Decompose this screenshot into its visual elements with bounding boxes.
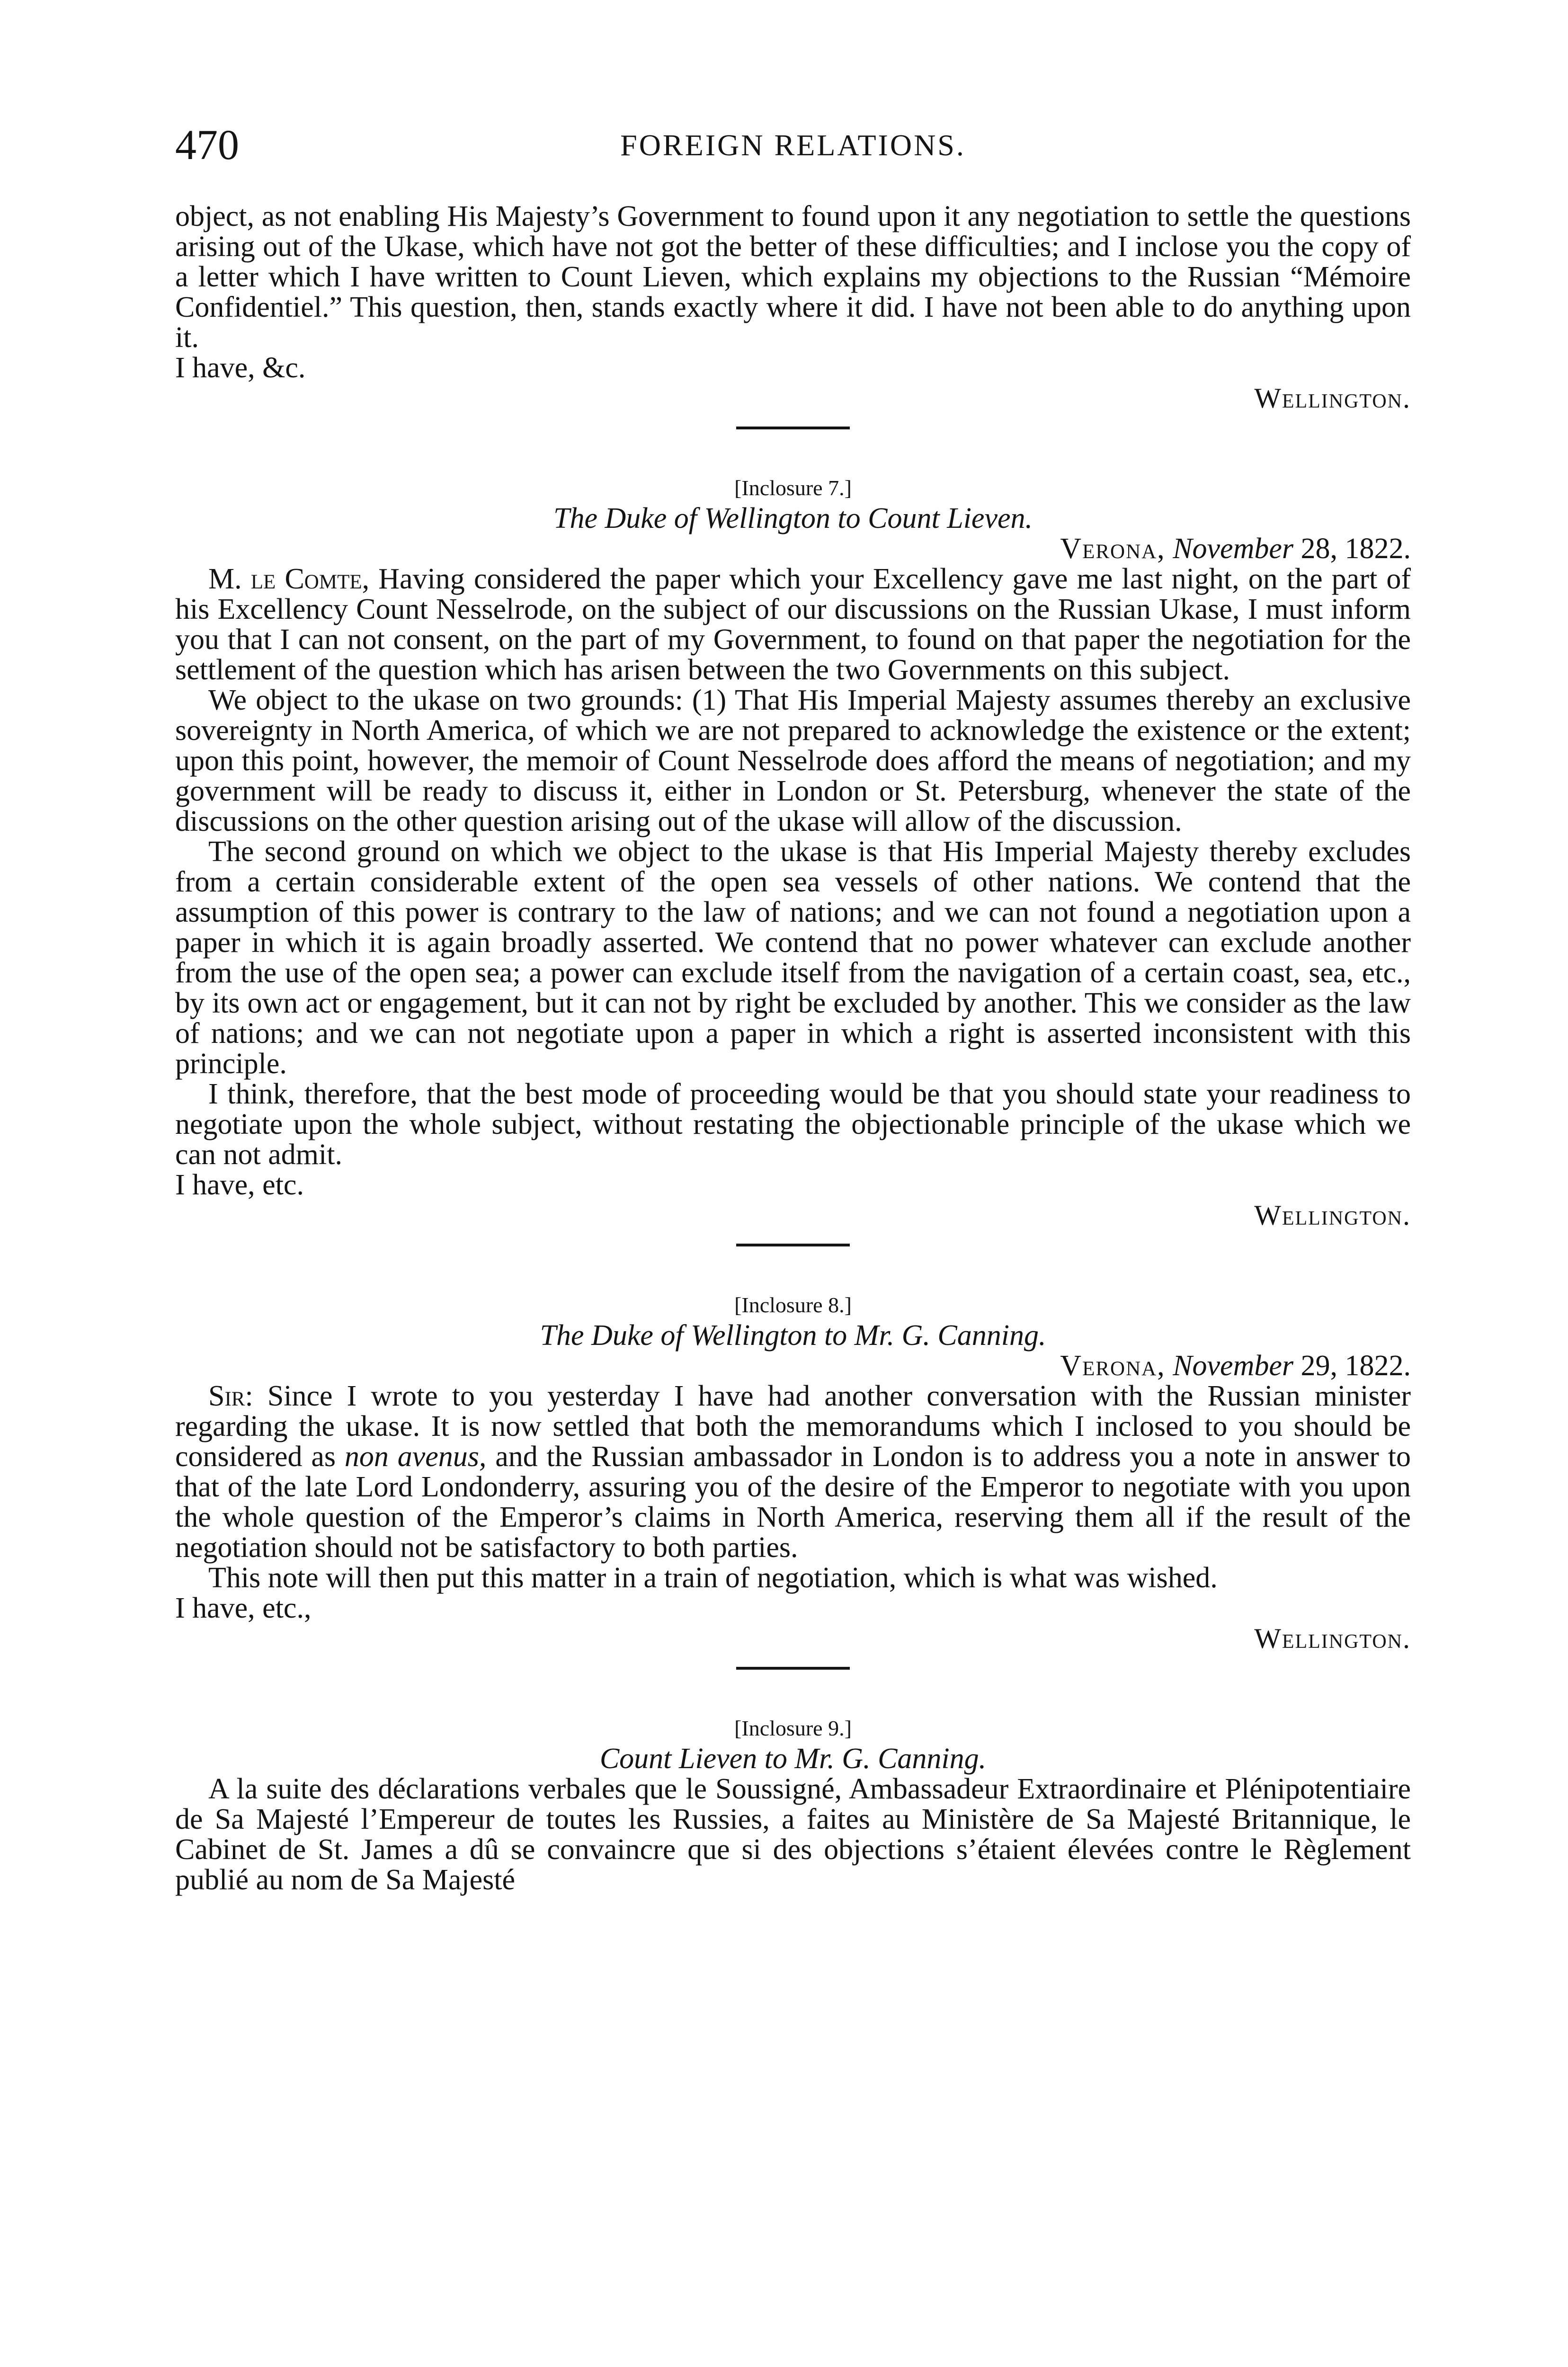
body-paragraph: This note will then put this matter in a train of negotiation, which is what was wished.: [208, 1562, 1218, 1594]
page-number: 470: [175, 122, 239, 169]
separator-rule: [736, 1667, 850, 1670]
body-paragraph: A la suite des déclarations verbales que le Soussigné, Ambassadeur Extraordinaire et Plénipotentiaire de Sa Majesté l’Empereur de toutes les Russies, a faites au Ministère de Sa Majesté Britannique, le Cabinet de St. James a dû se convaincre que si des objections s’étaient élevées contre le Règlement publié au nom de Sa Majesté: [175, 1773, 1411, 1896]
closing-line: I have, etc.: [175, 1169, 304, 1201]
inclosure-9: [175, 1713, 1411, 1895]
dateline: [175, 1351, 1411, 1381]
running-title: FOREIGN RELATIONS.: [620, 128, 966, 162]
paragraph-text: Having considered the paper which your Excellency gave me last night, on the part of his Excellency Count Nesselrode, on the subject of our discussions on the Russian Ukase, I must inform you that I can not consent, on the part of my Government, to found on that paper the negotiation for the settlement of the question which has arisen between the two Governments on this subject.: [175, 563, 1411, 686]
date-month: November: [1173, 1350, 1293, 1382]
inclosure-label: [Inclosure 9.]: [734, 1716, 852, 1740]
body-paragraph: We object to the ukase on two grounds: (1) That His Imperial Majesty assumes thereby an exclusive sovereignty in North America, of which we are not prepared to acknowledge the existence or the extent; upon this point, however, the memoir of Count Nesselrode does afford the means of negotiation; and my government will be ready to discuss it, either in London or St. Petersburg, whenever the state of the discussions on the other question arising out of the ukase will allow of the discussion.: [175, 684, 1411, 837]
signature: Wellington.: [1254, 1623, 1411, 1654]
letter-continuation: [175, 201, 1411, 413]
inclosure-8: [175, 1290, 1411, 1654]
dateline: [175, 534, 1411, 564]
paragraph-text: Since I wrote to you yesterday I have had another conversation with the Russian minister regarding the ukase. It is now settled that both the memorandums which I inclosed to you should be considered as: [175, 1380, 1411, 1473]
letter-heading: The Duke of Wellington to Count Lieven.: [553, 502, 1033, 534]
closing-line: I have, &c.: [175, 352, 306, 384]
body-paragraph: The second ground on which we object to the ukase is that His Imperial Majesty thereby excludes from a certain considerable extent of the open sea vessels of other nations. We contend that the assumption of this power is contrary to the law of nations; and we can not found a negotiation upon a paper in which it is again broadly asserted. We contend that no power whatever can exclude another from the use of the open sea; a power can exclude itself from the navigation of a certain coast, sea, etc., by its own act or engagement, but it can not by right be excluded by another. This we consider as the law of nations; and we can not negotiate upon a paper in which a right is asserted inconsistent with this principle.: [175, 836, 1411, 1080]
date-place: Verona,: [1060, 1350, 1166, 1382]
inclosure-label: [Inclosure 8.]: [734, 1293, 852, 1317]
separator-rule: [736, 427, 850, 429]
body-paragraph: [175, 564, 1411, 685]
separator-rule: [736, 1244, 850, 1246]
salutation: Sir:: [208, 1380, 253, 1412]
letter-heading: Count Lieven to Mr. G. Canning.: [599, 1743, 987, 1775]
inclosure-label: [Inclosure 7.]: [734, 476, 852, 500]
signature: Wellington.: [1254, 383, 1411, 414]
italic-phrase: non avenus,: [344, 1441, 487, 1473]
date-place: Verona,: [1060, 533, 1166, 565]
inclosure-7: [175, 473, 1411, 1230]
body-paragraph: [175, 1381, 1411, 1563]
letter-heading: The Duke of Wellington to Mr. G. Canning.: [540, 1319, 1046, 1352]
date-rest: 28, 1822.: [1301, 533, 1411, 565]
salutation: M. le Comte,: [208, 563, 370, 595]
body-paragraph: I think, therefore, that the best mode of proceeding would be that you should state your readiness to negotiate upon the whole subject, without restating the objectionable principle of the ukase which we can not admit.: [175, 1078, 1411, 1171]
paragraph-text: and the Russian ambassador in London is to address you a note in answer to that of the late Lord Londonderry, assuring you of the desire of the Emperor to negotiate with you upon the whole question of the Emperor’s claims in North America, reserving them all if the result of the negotiation should not be satisfactory to both parties.: [175, 1441, 1411, 1564]
closing-line: I have, etc.,: [175, 1592, 312, 1624]
date-month: November: [1173, 533, 1293, 565]
page-body: [175, 201, 1411, 1895]
signature: Wellington.: [1254, 1200, 1411, 1231]
date-rest: 29, 1822.: [1301, 1350, 1411, 1382]
running-header: [175, 121, 1411, 178]
body-paragraph: object, as not enabling His Majesty’s Government to found upon it any negotiation to settle the questions arising out of the Ukase, which have not got the better of these difficulties; and I inclose you the copy of a letter which I have written to Count Lieven, which explains my objections to the Russian “Mémoire Confidentiel.” This question, then, stands exactly where it did. I have not been able to do anything upon it.: [175, 200, 1411, 354]
